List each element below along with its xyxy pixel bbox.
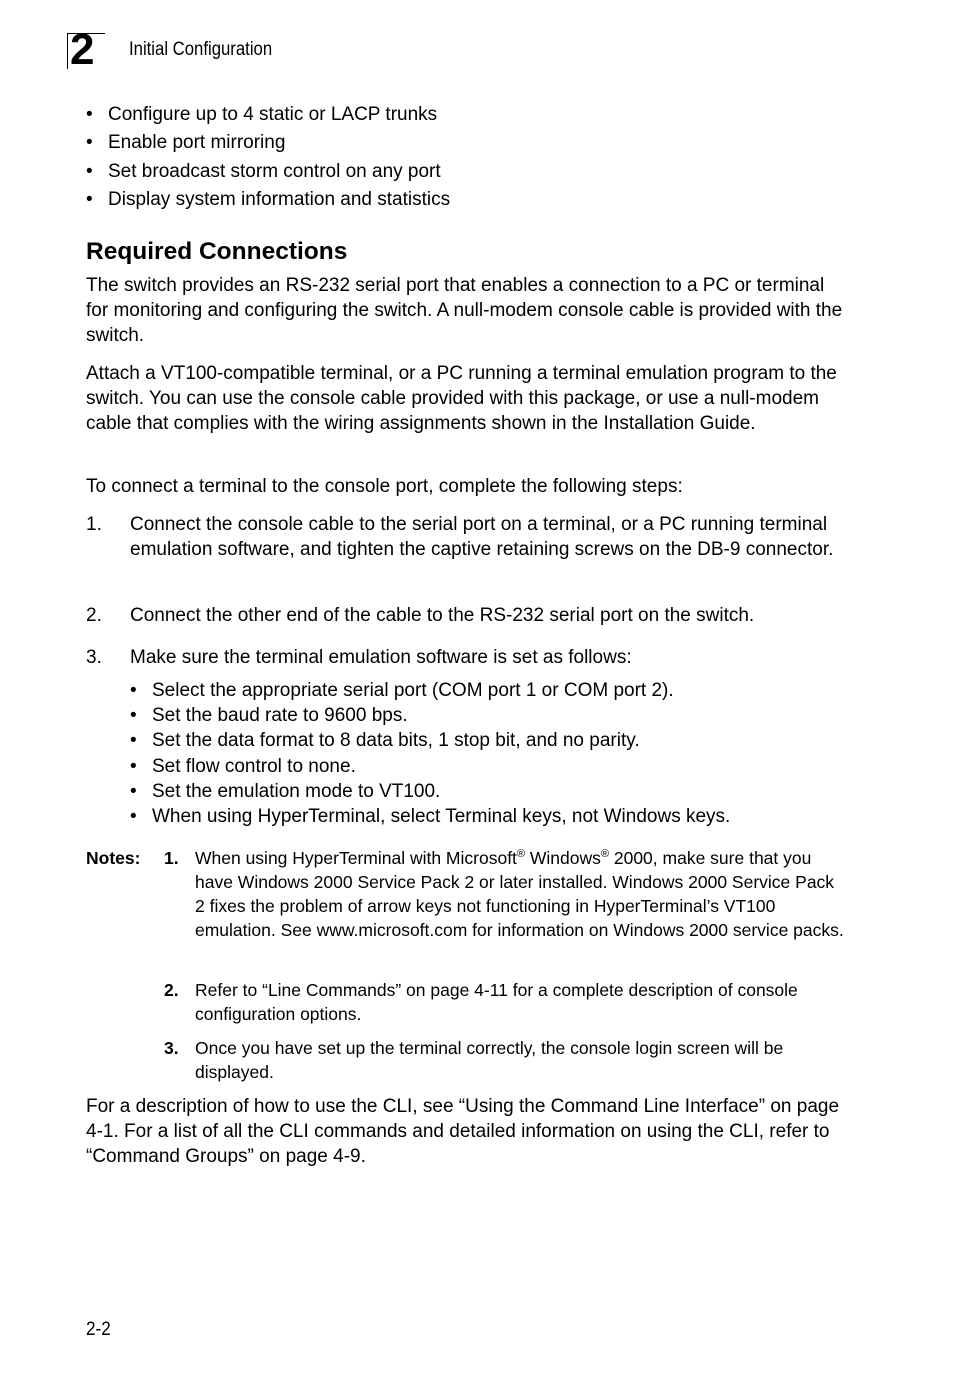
list-item: • Select the appropriate serial port (COM port 1 or COM port 2). xyxy=(130,680,674,701)
registered-mark: ® xyxy=(600,848,609,860)
note-text: Once you have set up the terminal correctly, the console login screen will be displayed. xyxy=(195,1038,784,1082)
step-number: 2. xyxy=(86,605,102,626)
note-1 xyxy=(164,846,844,942)
step-number: 1. xyxy=(86,514,102,535)
list-item: • Set the baud rate to 9600 bps. xyxy=(130,705,408,727)
note-text: When using HyperTerminal with Microsoft® Windows® 2000, make sure that you have Windows 2000 Service Pack 2 or later installed. Windows 2000 Service Pack 2 fixes the problem of arrow keys not functioning in HyperTerminal’s VT100 emulation. See www.microsoft.com for information on Windows 2000 service packs. xyxy=(195,848,844,940)
list-item: • Set the data format to 8 data bits, 1 stop bit, and no parity. xyxy=(130,730,640,752)
step-text: Connect the console cable to the serial port on a terminal, or a PC running terminal emulation software, and tighten the captive retaining screws on the DB-9 connector. xyxy=(130,514,834,561)
note-number: 1. xyxy=(164,848,179,868)
paragraph-steps-intro: To connect a terminal to the console port, complete the following steps: xyxy=(86,476,683,497)
step-2 xyxy=(86,603,846,628)
running-head: Initial Configuration xyxy=(129,39,273,60)
list-item: • Set broadcast storm control on any port xyxy=(86,160,441,182)
step-number: 3. xyxy=(86,647,102,668)
note-2 xyxy=(164,978,844,1026)
notes-label: Notes: xyxy=(86,848,141,868)
section-heading: Required Connections xyxy=(86,238,348,265)
note-number: 3. xyxy=(164,1038,179,1058)
chapter-number: 2 xyxy=(70,25,94,74)
registered-mark: ® xyxy=(516,848,526,860)
terminal-settings-list xyxy=(130,678,850,829)
paragraph-intro: The switch provides an RS-232 serial port that enables a connection to a PC or terminal for monitoring and configuring the switch. A null-modem console cable is provided with the switch. xyxy=(86,275,843,347)
list-item: • Display system information and statistics xyxy=(86,188,451,210)
note-3 xyxy=(164,1036,844,1084)
note-number: 2. xyxy=(164,980,179,1000)
feature-bullet-list xyxy=(86,101,886,214)
step-1 xyxy=(86,512,846,562)
step-3 xyxy=(86,645,846,670)
list-item: • Set the emulation mode to VT100. xyxy=(130,780,441,802)
list-item: • Set flow control to none. xyxy=(130,755,356,777)
step-text: Make sure the terminal emulation software is set as follows: xyxy=(130,647,632,668)
note-text: Refer to “Line Commands” on page 4-11 for a complete description of console configuration options. xyxy=(195,980,798,1024)
list-item: • When using HyperTerminal, select Terminal keys, not Windows keys. xyxy=(130,806,731,828)
paragraph-attach: Attach a VT100-compatible terminal, or a PC running a terminal emulation program to the switch. You can use the console cable provided with this package, or use a null-modem cable that complies with the wiring assignments shown in the Installation Guide. xyxy=(86,363,837,435)
paragraph-closing: For a description of how to use the CLI, see “Using the Command Line Interface” on page 4-1. For a list of all the CLI commands and detailed information on using the CLI, refer to “Command Groups” on page 4-9. xyxy=(86,1096,840,1168)
list-item: • Configure up to 4 static or LACP trunks xyxy=(86,104,438,125)
list-item: • Enable port mirroring xyxy=(86,132,286,154)
step-text: Connect the other end of the cable to the RS-232 serial port on the switch. xyxy=(130,605,755,626)
page-number: 2-2 xyxy=(86,1319,111,1340)
